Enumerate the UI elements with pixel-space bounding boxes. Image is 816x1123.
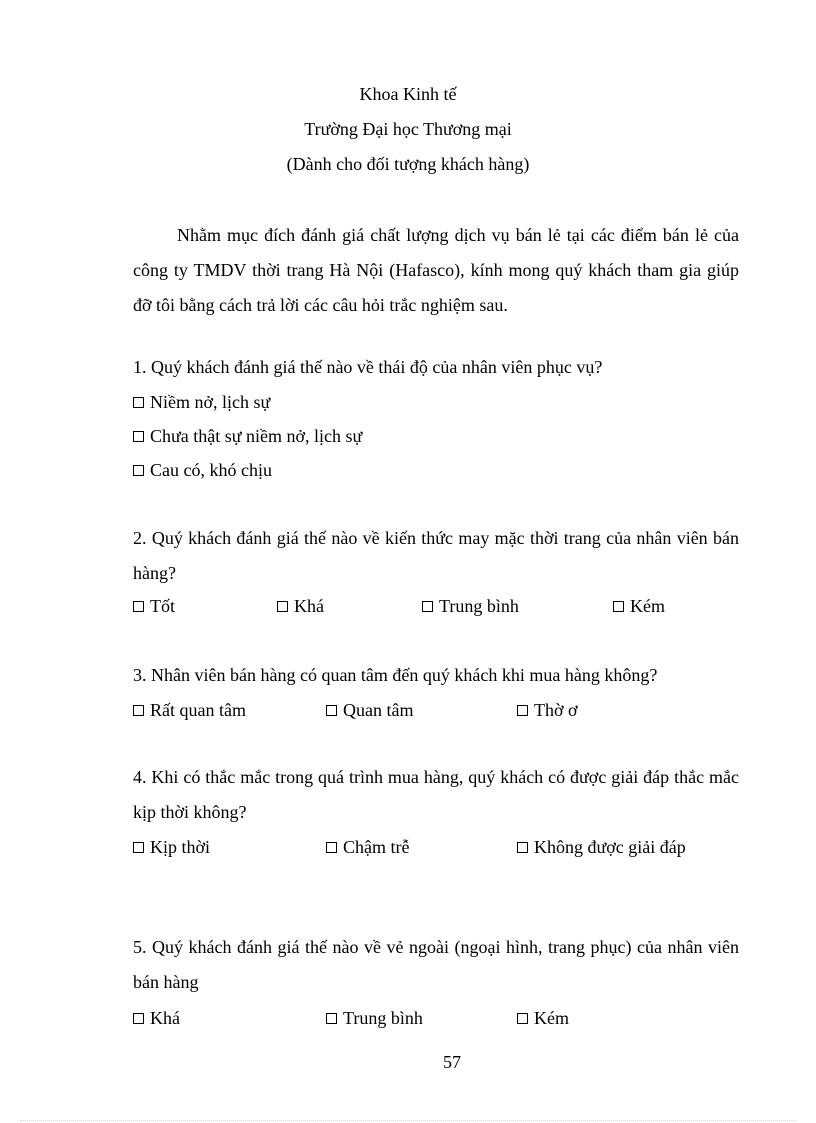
- q3-option-3[interactable]: [517, 699, 578, 721]
- q1-option-3[interactable]: [133, 459, 272, 481]
- option-label: Kém: [630, 596, 665, 616]
- option-label: Rất quan tâm: [150, 700, 246, 720]
- checkbox-icon[interactable]: [133, 465, 144, 476]
- q5-option-3[interactable]: [517, 1007, 569, 1029]
- checkbox-icon[interactable]: [133, 705, 144, 716]
- option-label: Khá: [150, 1008, 180, 1028]
- checkbox-icon[interactable]: [133, 397, 144, 408]
- q4-option-2[interactable]: [326, 836, 409, 858]
- option-label: Chưa thật sự niềm nở, lịch sự: [150, 426, 363, 446]
- q1-option-1[interactable]: [133, 391, 270, 413]
- q3-option-1[interactable]: [133, 699, 246, 721]
- option-label: Tốt: [150, 596, 175, 616]
- option-label: Trung bình: [439, 596, 519, 616]
- option-label: Khá: [294, 596, 324, 616]
- page-number: 57: [443, 1052, 461, 1072]
- q4-option-3[interactable]: [517, 836, 686, 858]
- option-label: Niềm nở, lịch sự: [150, 392, 271, 412]
- university-name: Trường Đại học Thương mại: [304, 119, 512, 139]
- audience-note: (Dành cho đối tượng khách hàng): [286, 154, 530, 174]
- option-label: Kịp thời: [150, 837, 211, 857]
- q5-option-1[interactable]: [133, 1007, 180, 1029]
- q1-option-2[interactable]: [133, 425, 362, 447]
- question-3: 3. Nhân viên bán hàng có quan tâm đến quý khách khi mua hàng không?: [133, 665, 658, 685]
- option-label: Thờ ơ: [534, 700, 578, 720]
- q2-option-2[interactable]: [277, 595, 324, 617]
- q5-option-2[interactable]: [326, 1007, 423, 1029]
- checkbox-icon[interactable]: [422, 601, 433, 612]
- checkbox-icon[interactable]: [326, 705, 337, 716]
- checkbox-icon[interactable]: [326, 842, 337, 853]
- checkbox-icon[interactable]: [517, 842, 528, 853]
- option-label: Kém: [534, 1008, 569, 1028]
- q4-option-1[interactable]: [133, 836, 210, 858]
- checkbox-icon[interactable]: [133, 1013, 144, 1024]
- option-label: Cau có, khó chịu: [150, 460, 272, 480]
- checkbox-icon[interactable]: [517, 705, 528, 716]
- option-label: Chậm trễ: [343, 837, 410, 857]
- q3-option-2[interactable]: [326, 699, 413, 721]
- checkbox-icon[interactable]: [133, 601, 144, 612]
- question-1: 1. Quý khách đánh giá thế nào về thái độ của nhân viên phục vụ?: [133, 357, 603, 377]
- page-bottom-divider: [20, 1120, 796, 1121]
- q2-option-1[interactable]: [133, 595, 175, 617]
- option-label: Quan tâm: [343, 700, 414, 720]
- intro-paragraph: Nhằm mục đích đánh giá chất lượng dịch vụ bán lẻ tại các điểm bán lẻ của công ty TMDV thời trang Hà Nội (Hafasco), kính mong quý khách tham gia giúp đỡ tôi bằng cách trả lời các câu hỏi trắc nghiệm sau.: [133, 225, 739, 315]
- checkbox-icon[interactable]: [326, 1013, 337, 1024]
- checkbox-icon[interactable]: [133, 431, 144, 442]
- option-label: Không được giải đáp: [534, 837, 686, 857]
- checkbox-icon[interactable]: [517, 1013, 528, 1024]
- option-label: Trung bình: [343, 1008, 423, 1028]
- checkbox-icon[interactable]: [133, 842, 144, 853]
- question-4: 4. Khi có thắc mắc trong quá trình mua hàng, quý khách có được giải đáp thắc mắc kịp thời không?: [133, 767, 739, 822]
- q2-option-4[interactable]: [613, 595, 665, 617]
- faculty-name: Khoa Kinh tế: [359, 84, 457, 104]
- question-5: 5. Quý khách đánh giá thế nào về vẻ ngoài (ngoại hình, trang phục) của nhân viên bán hàng: [133, 937, 739, 992]
- checkbox-icon[interactable]: [277, 601, 288, 612]
- question-2: 2. Quý khách đánh giá thế nào về kiến thức may mặc thời trang của nhân viên bán hàng?: [133, 528, 739, 583]
- checkbox-icon[interactable]: [613, 601, 624, 612]
- q2-option-3[interactable]: [422, 595, 519, 617]
